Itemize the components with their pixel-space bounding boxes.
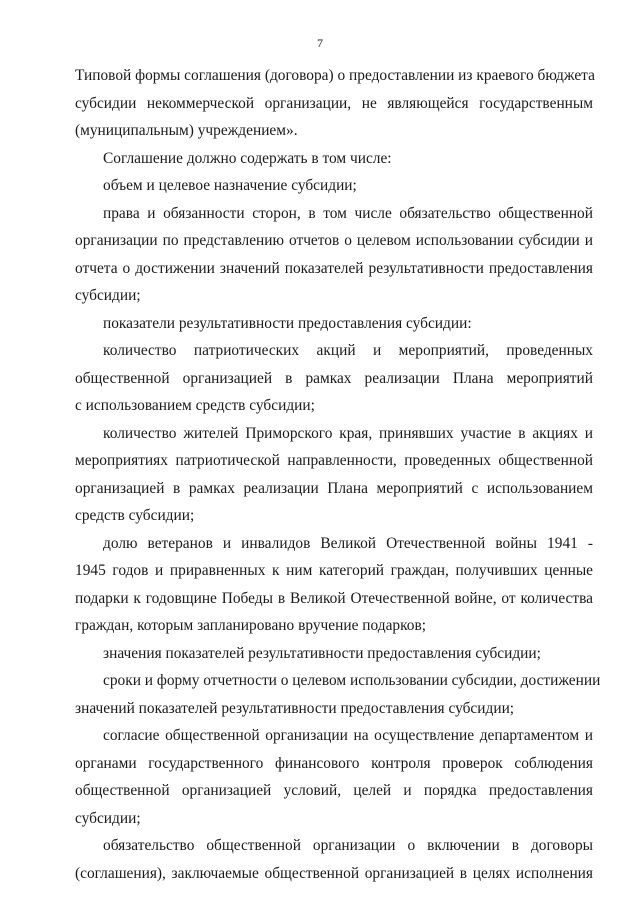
text-line: (соглашения), заключаемые общественной организацией в целях исполнения — [75, 864, 593, 882]
document-body — [75, 62, 601, 887]
text-line: количество патриотических акций и мероприятий, проведенных — [103, 342, 593, 359]
text-line: субсидии некоммерческой организации, не являющейся государственным — [75, 94, 593, 112]
list-item — [75, 640, 593, 668]
list-item — [75, 420, 593, 530]
paragraph-continuation — [75, 62, 593, 145]
text-line: согласие общественной организации на осуществление департаментом и — [103, 727, 593, 744]
list-item — [75, 337, 593, 420]
text-line: отчета о достижении значений показателей результативности предоставления — [75, 259, 593, 277]
text-line: граждан, которым запланировано вручение подарков; — [75, 617, 427, 634]
text-line: 1945 годов и приравненных к ним категорий граждан, получивших ценные — [75, 562, 593, 579]
text-line: (муниципальным) учреждением». — [75, 122, 298, 139]
text-line: средств субсидии; — [75, 507, 195, 524]
list-item — [75, 530, 593, 640]
list-item — [75, 832, 593, 887]
list-item — [75, 667, 601, 722]
text-line: общественной организацией в рамках реализации Плана мероприятий — [75, 369, 593, 387]
text-line: объем и целевое назначение субсидии; — [103, 177, 357, 194]
list-item — [75, 310, 593, 338]
text-line: количество жителей Приморского края, принявших участие в акциях и — [103, 424, 593, 442]
text-line: органами государственного финансового контроля проверок соблюдения — [75, 754, 593, 772]
text-line: Типовой формы соглашения (договора) о предоставлении из краевого бюджета — [75, 67, 595, 84]
text-line: значений показателей результативности предоставления субсидии; — [75, 699, 515, 717]
text-line: долю ветеранов и инвалидов Великой Отечественной войны 1941 - — [103, 534, 593, 552]
list-item — [75, 722, 593, 832]
list-item — [75, 200, 593, 310]
text-line: подарки к годовщине Победы в Великой Отечественной войне, от количества — [75, 589, 593, 607]
text-line: субсидии; — [75, 287, 141, 304]
text-line: организации по представлению отчетов о целевом использовании субсидии и — [75, 232, 593, 249]
text-line: мероприятиях патриотической направленности, проведенных общественной — [75, 452, 593, 469]
text-line: значения показателей результативности предоставления субсидии; — [103, 644, 541, 662]
text-line: с использованием средств субсидии; — [75, 397, 315, 414]
text-line: обязательство общественной организации о включении в договоры — [103, 837, 593, 854]
text-line: общественной организацией условий, целей и порядка предоставления — [75, 782, 593, 799]
paragraph — [75, 145, 593, 173]
text-line: Соглашение должно содержать в том числе: — [103, 149, 392, 167]
list-item — [75, 172, 593, 200]
text-line: показатели результативности предоставления субсидии: — [103, 314, 472, 332]
text-line: сроки и форму отчетности о целевом использовании субсидии, достижении — [103, 672, 601, 689]
text-line: субсидии; — [75, 809, 141, 827]
page-number: 7 — [317, 36, 323, 50]
text-line: права и обязанности сторон, в том числе обязательство общественной — [103, 204, 593, 222]
text-line: организацией в рамках реализации Плана мероприятий с использованием — [75, 479, 593, 497]
